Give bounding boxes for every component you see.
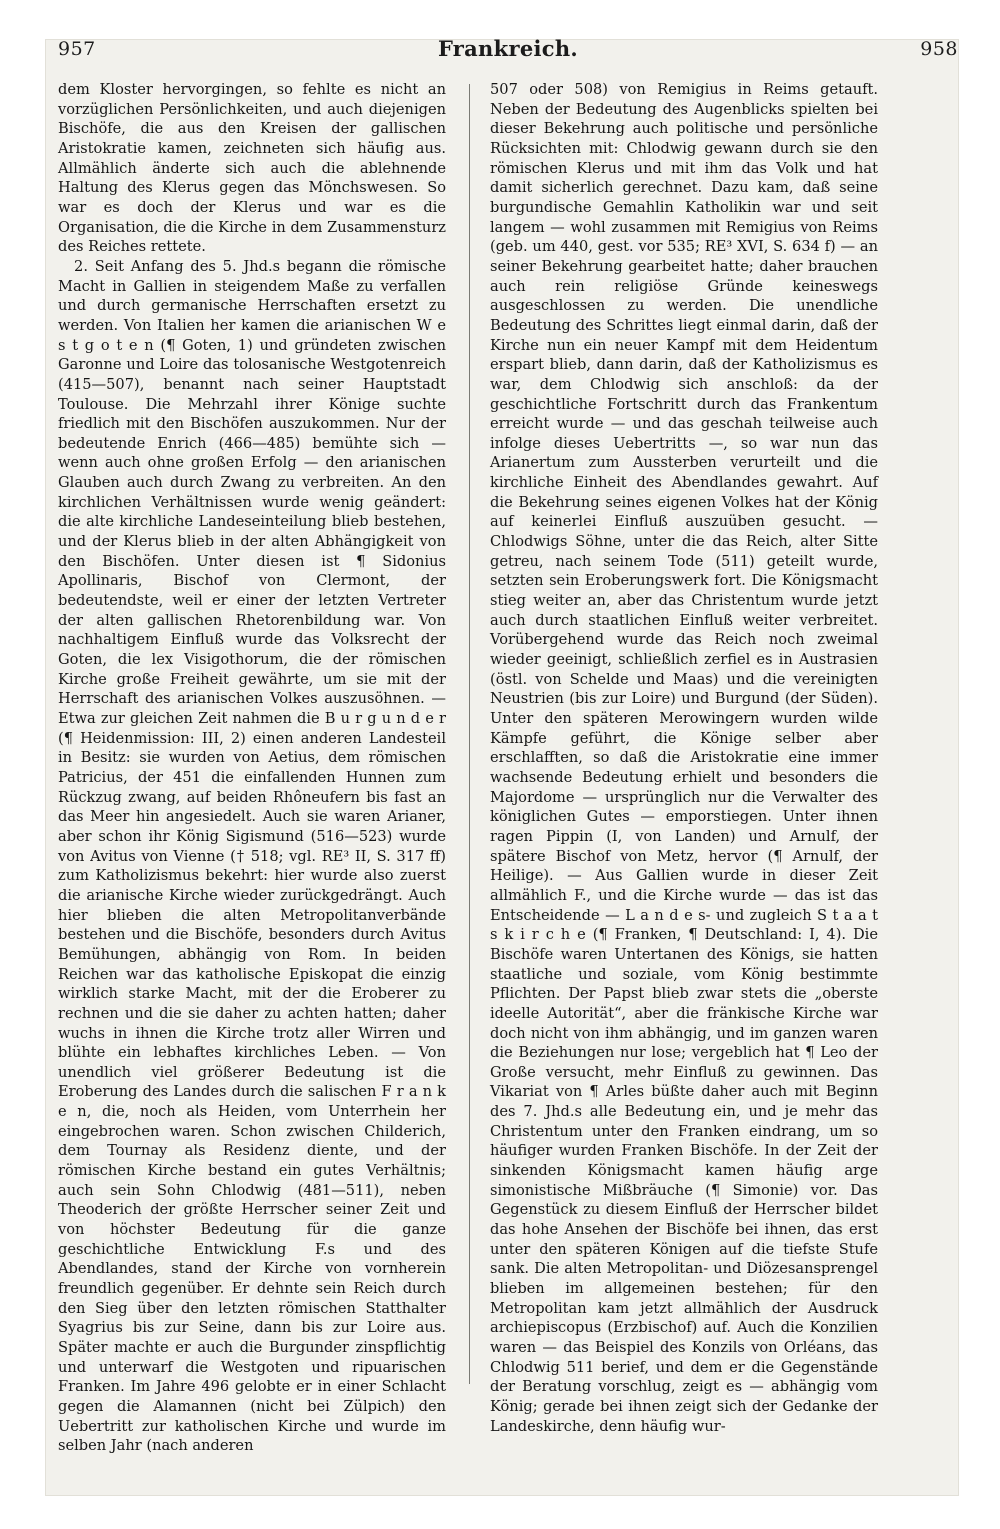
right-paragraph-1: 507 oder 508) von Remigius in Reims getauft. Neben der Bedeutung des Augenblicks spielten bei dieser Bekehrung auch politische und persönliche Rücksichten mit: Chlodwig gewann durch sie den römischen Klerus und mit ihm das Volk und hat damit sicherlich gerechnet. Dazu kam, daß seine burgundische Gemahlin Katholikin war und seit langem — wohl zusammen mit Remigius von Reims (geb. um 440, gest. vor 535; RE³ XVI, S. 634 f) — an seiner Bekehrung gearbeitet hatte; daher brauchen auch rein religiöse Gründe keineswegs ausgeschlossen zu werden. Die unendliche Bedeutung des Schrittes liegt einmal darin, daß der Kirche nun ein neuer Kampf mit dem Heidentum erspart blieb, dann darin, daß der Katholizismus es war, dem Chlodwig sich anschloß: da der geschichtliche Fortschritt durch das Frankentum erreicht wurde — und das geschah teilweise auch infolge dieses Uebertritts —, so war nun das Arianertum zum Aussterben verurteilt und die kirchliche Einheit des Abendlandes gewahrt. Auf die Bekehrung seines eigenen Volkes hat der König auf keinerlei Einfluß auszuüben gesucht. — Chlodwigs Söhne, unter die das Reich, alter Sitte getreu, nach seinem Tode (511) geteilt wurde, setzten sein Eroberungswerk fort. Die Königsmacht stieg weiter an, aber das Christentum wurde jetzt auch durch staatlichen Einfluß weiter verbreitet. Vorübergehend wurde das Reich noch zweimal wieder geeinigt, schließlich zerfiel es in Austrasien (östl. von Schelde und Maas) und die vereinigten Neustrien (bis zur Loire) und Burgund (der Süden). Unter den späteren Merowingern wurden wilde Kämpfe geführt, die Könige selber aber erschlafften, so daß die Aristokratie eine immer wachsende Bedeutung erhielt und besonders die Majordome — ursprünglich nur die Verwalter des königlichen Gutes — emporstiegen. Unter ihnen ragen Pippin (I, von Landen) und Arnulf, der spätere Bischof von Metz, hervor (¶ Arnulf, der Heilige). — Aus Gallien wurde in dieser Zeit allmählich F., und die Kirche wurde — das ist das Entscheidende — L a n d e s- und zugleich S t a a t s k i r c h e (¶ Franken, ¶ Deutschland: I, 4). Die Bischöfe waren Untertanen des Königs, sie hatten staatliche und soziale, vom König bestimmte Pflichten. Der Papst blieb zwar stets die „oberste ideelle Autorität“, aber die fränkische Kirche war doch nicht von ihm abhängig, und im ganzen waren die Beziehungen nur lose; vergeblich hat ¶ Leo der Große versucht, mehr Einfluß zu gewinnen. Das Vikariat von ¶ Arles büßte daher auch mit Beginn des 7. Jhd.s alle Bedeutung ein, und je mehr das Christentum unter den Franken eindrang, um so häufiger wurden Franken Bischöfe. In der Zeit der sinkenden Königsmacht kamen häufig arge simonistische Mißbräuche (¶ Simonie) vor. Das Gegenstück zu diesem Einfluß der Herrscher bildet das hohe Ansehen der Bischöfe bei ihnen, das erst unter den späteren Königen auf die tiefste Stufe sank. Die alten Metropolitan- und Diözesansprengel blieben im allgemeinen bestehen; für den Metropolitan kam jetzt allmählich der Ausdruck archiepiscopus (Erzbischof) auf. Auch die Konzilien waren — das Beispiel des Konzils von Orléans, das Chlodwig 511 berief, und dem er die Gegenstände der Beratung vorschlug, zeigt es — abhängig vom König; gerade bei ihnen zeigt sich der Gedanke der Landeskirche, denn häufig wur- (490, 81, 878, 1435)
running-title: Frankreich. (437, 36, 579, 61)
left-column (58, 80, 446, 1455)
page-header (58, 34, 958, 70)
page-number-left: 957 (58, 38, 96, 60)
text-columns (58, 80, 878, 1455)
right-column (490, 80, 878, 1435)
left-paragraph-1: dem Kloster hervorgingen, so fehlte es nicht an vorzüglichen Persönlichkeiten, und auch diejenigen Bischöfe, die aus den Kreisen der gallischen Aristokratie kamen, zeichneten sich häufig aus. Allmählich änderte sich auch die ablehnende Haltung des Klerus gegen das Mönchswesen. So war es doch der Klerus und war es die Organisation, die die Kirche in dem Zusammensturz des Reiches rettete. (58, 81, 446, 256)
page-number-right: 958 (920, 38, 958, 60)
left-paragraph-2: 2. Seit Anfang des 5. Jhd.s begann die römische Macht in Gallien in steigendem Maße zu verfallen und durch germanische Herrschaften ersetzt zu werden. Von Italien her kamen die arianischen W e s t g o t e n (¶ Goten, 1) und gründeten zwischen Garonne und Loire das tolosanische Westgotenreich (415—507), benannt nach seiner Hauptstadt Toulouse. Die Mehrzahl ihrer Könige suchte friedlich mit den Bischöfen auszukommen. Nur der bedeutende Enrich (466—485) bemühte sich — wenn auch ohne großen Erfolg — den arianischen Glauben auch durch Zwang zu verbreiten. An den kirchlichen Verhältnissen wurde wenig geändert: die alte kirchliche Landeseinteilung blieb bestehen, und der Klerus blieb in der alten Abhängigkeit von den Bischöfen. Unter diesen ist ¶ Sidonius Apollinaris, Bischof von Clermont, der bedeutendste, weil er einer der letzten Vertreter der alten gallischen Rhetorenbildung war. Von nachhaltigem Einfluß wurde das Volksrecht der Goten, die lex Visigothorum, die der römischen Kirche große Freiheit gewährte, um sie mit der Herrschaft des arianischen Volkes auszusöhnen. — Etwa zur gleichen Zeit nahmen die B u r g u n d e r (¶ Heidenmission: III, 2) einen anderen Landesteil in Besitz: sie wurden von Aetius, dem römischen Patricius, der 451 die einfallenden Hunnen zum Rückzug zwang, auf beiden Rhôneufern bis fast an das Meer hin angesiedelt. Auch sie waren Arianer, aber schon ihr König Sigismund (516—523) wurde von Avitus von Vienne († 518; vgl. RE³ II, S. 317 ff) zum Katholizismus bekehrt: hier wurde also zuerst die arianische Kirche wieder zurückgedrängt. Auch hier blieben die alten Metropolitanverbände bestehen und die Bischöfe, besonders durch Avitus Bemühungen, abhängig von Rom. In beiden Reichen war das katholische Episkopat die einzig wirklich starke Macht, mit der die Eroberer zu rechnen und die sie daher zu achten hatten; daher wuchs in ihnen die Kirche trotz aller Wirren und blühte ein lebhaftes kirchliches Leben. — Von unendlich viel größerer Bedeutung ist die Eroberung des Landes durch die salischen F r a n k e n, die, noch als Heiden, vom Unterrhein her eingebrochen waren. Schon zwischen Childerich, dem Tournay als Residenz diente, und der römischen Kirche bestand ein gutes Verhältnis; auch sein Sohn Chlodwig (481—511), neben Theoderich der größte Herrscher seiner Zeit und von höchster Bedeutung für die ganze geschichtliche Entwicklung F.s und des Abendlandes, stand der Kirche von vornherein freundlich gegenüber. Er dehnte sein Reich durch den Sieg über den letzten römischen Statthalter Syagrius bis zur Seine, dann bis zur Loire aus. Später machte er auch die Burgunder zinspflichtig und unterwarf die Westgoten und ripuarischen Franken. Im Jahre 496 gelobte er in einer Schlacht gegen die Alamannen (nicht bei Zülpich) den Uebertritt zur katholischen Kirche und wurde im selben Jahr (nach anderen (58, 257, 446, 1455)
column-divider (469, 84, 470, 1384)
